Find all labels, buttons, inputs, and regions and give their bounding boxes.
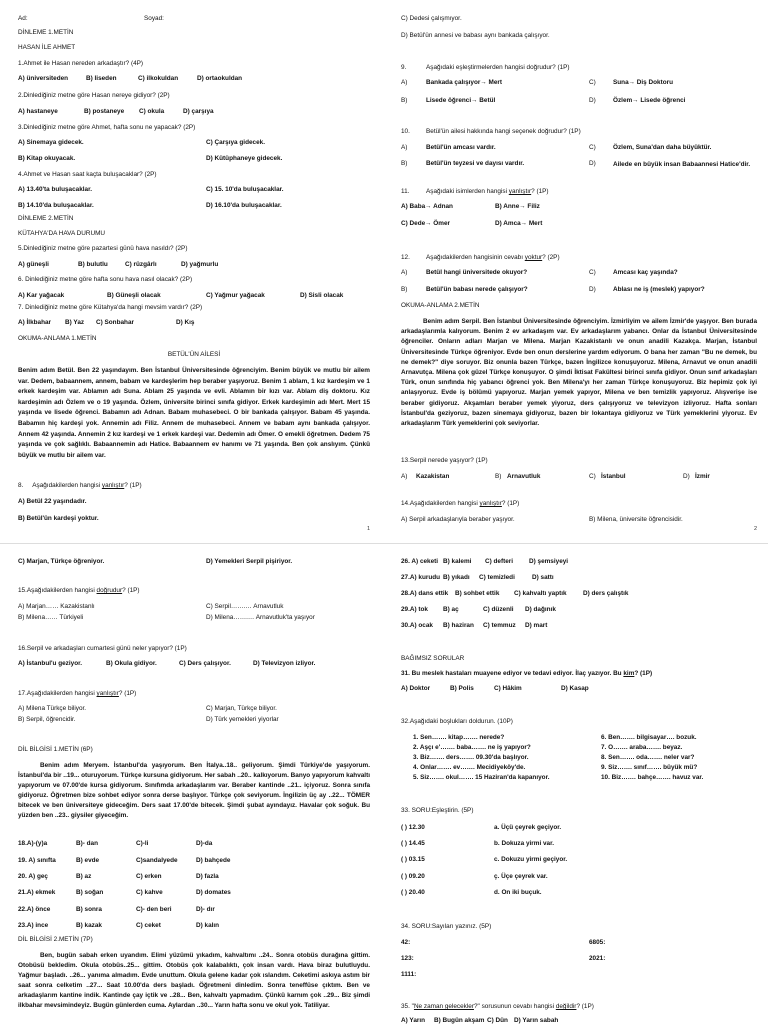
question-points: ? (1P) bbox=[124, 482, 142, 489]
option[interactable]: Özlem→ Lisede öğrenci bbox=[613, 97, 686, 104]
page-1 bbox=[18, 12, 370, 537]
option[interactable]: A) İstanbul'u geziyor. bbox=[18, 660, 83, 667]
option-key: C) bbox=[589, 269, 596, 276]
option[interactable]: C) erken bbox=[136, 873, 162, 880]
option[interactable]: Ablası ne iş (meslek) yapıyor? bbox=[613, 286, 705, 293]
match-answer: b. Dokuza yirmi var. bbox=[494, 840, 555, 847]
option[interactable]: B) Polis bbox=[450, 685, 474, 692]
option[interactable]: 22.A) önce bbox=[18, 906, 51, 913]
blank-item: 8. Sen……. oda……. neler var? bbox=[601, 754, 695, 761]
option[interactable]: D) kalın bbox=[196, 922, 220, 929]
surname-label: Soyad: bbox=[144, 15, 164, 22]
option[interactable]: Bankada çalışıyor→ Mert bbox=[426, 79, 503, 86]
match-answer: d. On iki buçuk. bbox=[494, 889, 542, 896]
option[interactable]: B)- dan bbox=[76, 840, 99, 847]
option[interactable]: B) kalemi bbox=[443, 558, 472, 565]
option[interactable]: D) 16.10'da buluşacaklar. bbox=[206, 202, 282, 209]
option[interactable]: D) Amca→ Mert bbox=[495, 220, 543, 227]
question-31 bbox=[401, 670, 652, 678]
option[interactable]: C)sandalyede bbox=[136, 857, 178, 864]
option-key: A) bbox=[401, 144, 408, 151]
option[interactable]: Kazakistan bbox=[416, 473, 450, 480]
blank-item: 1. Sen……. kitap……. nerede? bbox=[413, 734, 505, 741]
match-item[interactable]: ( ) 14.45 bbox=[401, 840, 425, 847]
option[interactable]: D) Kütüphaneye gidecek. bbox=[206, 155, 283, 162]
option[interactable]: A) Yarın bbox=[401, 1017, 426, 1024]
option[interactable]: B) yıkadı bbox=[443, 574, 470, 581]
question-number: 12. bbox=[401, 254, 410, 261]
option[interactable]: A) Baba→ Adnan bbox=[401, 203, 453, 210]
option[interactable]: B) postaneye bbox=[84, 108, 125, 115]
option[interactable]: 23.A) ince bbox=[18, 922, 49, 929]
option[interactable]: A) Kar yağacak bbox=[18, 292, 65, 299]
option[interactable]: D) Sisli olacak bbox=[300, 292, 344, 299]
question-text: 35. " bbox=[401, 1003, 414, 1010]
option-key: B) bbox=[401, 160, 408, 167]
number-item: 6805: bbox=[589, 939, 606, 946]
question-text: Aşağıdaki isimlerden hangisi bbox=[426, 188, 509, 195]
question-32: 32.Aşağıdaki boşlukları doldurun. (10P) bbox=[401, 718, 513, 725]
option[interactable]: C) Çarşıya gidecek. bbox=[206, 139, 265, 146]
question-keyword: yanlıştır bbox=[479, 500, 502, 507]
match-item[interactable]: ( ) 09.20 bbox=[401, 873, 425, 880]
option[interactable]: Betül hangi üniversitede okuyor? bbox=[426, 269, 528, 276]
option-key: A) bbox=[401, 473, 408, 480]
option-key: A) bbox=[401, 269, 408, 276]
option[interactable]: B) Bugün akşam bbox=[434, 1017, 485, 1024]
option[interactable]: D) Yemekleri Serpil pişiriyor. bbox=[206, 558, 293, 565]
name-label: Ad: bbox=[18, 15, 28, 22]
option[interactable]: A) güneşli bbox=[18, 261, 49, 268]
question-number: 9. bbox=[401, 64, 407, 71]
match-answer: ç. Üçe çeyrek var. bbox=[494, 873, 548, 880]
question-number: 11. bbox=[401, 188, 410, 195]
section-title: OKUMA-ANLAMA 2.METİN bbox=[401, 302, 480, 309]
question-4: 4.Ahmet ve Hasan saat kaçta buluşacaklar? (2P) bbox=[18, 171, 157, 178]
option-key: C) bbox=[589, 144, 596, 151]
option[interactable]: D) Türk yemekleri yiyorlar bbox=[206, 716, 279, 723]
option[interactable]: 28.A) dans ettik bbox=[401, 590, 449, 597]
option-key: C) bbox=[589, 79, 596, 86]
question-16: 16.Serpil ve arkadaşları cumartesi günü neler yapıyor? (1P) bbox=[18, 645, 187, 652]
option[interactable]: C) kahve bbox=[136, 889, 163, 896]
question-text: 17.Aşağıdakilerden hangisi bbox=[18, 690, 97, 697]
page-2 bbox=[401, 12, 757, 537]
option[interactable]: Lisede öğrenci→ Betül bbox=[426, 97, 496, 104]
option[interactable]: C)- den beri bbox=[136, 906, 172, 913]
section-title: DİL BİLGİSİ 2.METİN (7P) bbox=[18, 936, 93, 943]
option[interactable]: D) ders çalıştık bbox=[583, 590, 629, 597]
option[interactable]: B) kazak bbox=[76, 922, 102, 929]
question-34: 34. SORU:Sayıları yazınız. (5P) bbox=[401, 923, 492, 930]
option[interactable]: D) yağmurlu bbox=[181, 261, 219, 268]
question-33: 33. SORU:Eşleştirin. (5P) bbox=[401, 807, 474, 814]
question-1: 1.Ahmet ile Hasan nereden arkadaştır? (4P) bbox=[18, 60, 144, 67]
option[interactable]: B) soğan bbox=[76, 889, 104, 896]
page-number: 2 bbox=[753, 526, 757, 532]
option[interactable]: B) liseden bbox=[86, 75, 117, 82]
option[interactable]: B) Anne→ Filiz bbox=[495, 203, 540, 210]
option[interactable]: C) Ders çalışıyor. bbox=[179, 660, 231, 667]
page-number: 1 bbox=[366, 526, 370, 532]
option[interactable]: C) Yağmur yağacak bbox=[206, 292, 265, 299]
option[interactable]: 20. A) geç bbox=[18, 873, 48, 880]
grammar-paragraph: Benim adım Meryem. İstanbul'da yaşıyorum. Ben İtalya..18.. geliyorum. Şimdi Türkiye'de yaşıyorum. İstanbul'da bir ..19... oturuyorum. Türkçe kursuna gidiyorum. Her sabah ..20.. kalkıyorum. Banyo yapıyorum kahvaltı yapıyorum ve 07.00'de kursa gidiyorum. Sınıfımda arkadaşlarım var. Beraber kantinde ..21.. içiyoruz. Sonra sınıfa gidiyoruz. Öğretmen bize sohbet ediyor sonra derse başlıyor. Türkçe çok seviyorum. İngilizin üç ay ..22... TÖMER bitecek ve ben üniversiteye gideceğim. Ders saat 17.00'de bitecek. Şimdi şubat ayındayız. Havalar çok soğuk. Bu yüzden ben ..23.. giysiler giyeceğim. bbox=[18, 762, 370, 819]
option[interactable]: D) sattı bbox=[532, 574, 554, 581]
option[interactable]: D) domates bbox=[196, 889, 231, 896]
option[interactable]: D) Betül'ün annesi ve babası aynı bankada çalışıyor. bbox=[401, 32, 550, 39]
option[interactable]: A) Sinemaya gidecek. bbox=[18, 139, 84, 146]
question-text: Aşağıdakilerden hangisi bbox=[32, 482, 102, 489]
option-key: C) bbox=[589, 473, 596, 480]
question-text: 15.Aşağıdakilerden hangisi bbox=[18, 587, 97, 594]
story-paragraph: Benim adım Betül. Ben 22 yaşındayım. Ben İstanbul Üniversitesinde öğrenciyim. Benim büyük ve mutlu bir ailem var. Dedem, babaannem, annem, babam ve kardeşlerim hep beraber yaşıyoruz. Benim 1 ablam, 1 kız kardeşim ve 1 erkek kardeşim var. Ablamın adı Suna. Ablam 25 yaşında ve evli. Ablamın bir kızı var. Ablam diş doktoru. Kız kardeşimin adı Özlem ve o 19 yaşında. Özlem, üniversite birinci sınıfa gidiyor. Erkek kardeşimin adı Mert. Mert 15 yaşında ve lisede öğrenci. Babamın adı Adnan. Babam muhasebeci. O bir bankada çalışıyor. Babam 45 yaşında. Babamın hiç kardeşi yok. Annemin adı Filiz. Annem de muhasebeci. Annem ve babam aynı bankada çalışıyor. Annem 42 yaşında. Annemin 2 kız kardeşi ve 1 erkek kardeşi var. Dedemin adı Ömer. O emekli öğretmen. Dedem 75 yaşında ve çok sağlıklı. Babaannemin adı Hatice. Babaannem ev hanımı ve 71 yaşında. Ben çok anslıyım. Çünkü büyük ve mutlu bir ailem var. bbox=[18, 367, 370, 459]
question-text: Aşağıdakilerden hangisinin cevabı bbox=[426, 254, 525, 261]
blank-item: 9. Siz……. sınıf……. büyük mü? bbox=[601, 764, 698, 771]
option[interactable]: C) ceket bbox=[136, 922, 161, 929]
option[interactable]: C) ilkokuldan bbox=[138, 75, 179, 82]
question-keyword: yanlıştır bbox=[96, 690, 119, 697]
option-key: D) bbox=[589, 160, 596, 167]
option[interactable]: B) aç bbox=[443, 606, 459, 613]
option[interactable]: 29.A) tok bbox=[401, 606, 428, 613]
option[interactable]: Arnavutluk bbox=[507, 473, 541, 480]
option[interactable]: 19. A) sınıfta bbox=[18, 857, 56, 864]
question-keyword: yoktur bbox=[524, 254, 543, 261]
question-2: 2.Dinlediğiniz metne göre Hasan nereye gidiyor? (2P) bbox=[18, 92, 170, 99]
grammar-paragraph: Ben, bugün sabah erken uyandım. Elimi yüzümü yıkadım, kahvaltımı ..24.. Sonra otobüs durağına gittim. Otobüsü bekledim. Okula otobüs..25... gittim. Otobüs çok kalabalıktı, çok insan vardı. Hava biraz bulutluydu. Yağmur başladı. ..26... yanıma almadım. Evde unuttum. Okula gelene kadar çok ıslandım. Ceketimi askıya astım bir saat sonra celketim ..27... Saat 10.00'da ders başladı. Öğretmeni dinledim. Sonra teneffüse çıktım. Ben ve arkadaşlarım kantine indik. Kantinde çay içtik ve ..28... Ben, kahvaltı yapmadım. Çünkü karnım çok ..29... Biz şimdi ilkbahar mevsimindeyiz. Bugün günlerden cuma. Aylardan ..30... Yarın hafta sonu ve okul yok. Tatiliyar. bbox=[18, 952, 370, 1009]
option[interactable]: D) Milena…….… Arnavutluk'ta yaşıyor bbox=[206, 614, 315, 621]
option[interactable]: D)-da bbox=[196, 840, 213, 847]
option[interactable]: B) Serpil, öğrencidir. bbox=[18, 716, 76, 723]
question-points: ? (1P) bbox=[576, 1003, 594, 1010]
option[interactable]: C) Sonbahar bbox=[96, 319, 134, 326]
match-item[interactable]: ( ) 12.30 bbox=[401, 824, 425, 831]
option[interactable]: B) sonra bbox=[76, 906, 102, 913]
option[interactable]: C) kahvaltı yaptık bbox=[514, 590, 567, 597]
option[interactable]: C) temizledi bbox=[479, 574, 515, 581]
option[interactable]: 26. A) ceketi bbox=[401, 558, 439, 565]
option[interactable]: C) Marjan, Türkçe öğreniyor. bbox=[18, 558, 105, 565]
option[interactable]: C) Dedesi çalışmıyor. bbox=[401, 15, 462, 22]
question-number: 10. bbox=[401, 128, 410, 135]
option[interactable]: D) bahçede bbox=[196, 857, 231, 864]
option[interactable]: 21.A) ekmek bbox=[18, 889, 56, 896]
question-3: 3.Dinlediğiniz metne göre Ahmet, hafta sonu ne yapacak? (2P) bbox=[18, 124, 196, 131]
option[interactable]: A) Betül 22 yaşındadır. bbox=[18, 498, 87, 505]
blank-item: 2. Aşçı e'……. baba……. ne iş yapıyor? bbox=[413, 744, 531, 751]
option-key: B) bbox=[495, 473, 502, 480]
question-keyword: yanlıştır bbox=[101, 482, 125, 489]
option[interactable]: A) Milena Türkçe biliyor. bbox=[18, 705, 87, 712]
option[interactable]: C) 15. 10'da buluşacaklar. bbox=[206, 186, 284, 193]
option-key: D) bbox=[589, 286, 596, 293]
option[interactable]: Amcası kaç yaşında? bbox=[613, 269, 678, 276]
question-15 bbox=[18, 587, 140, 595]
match-answer: c. Dokuzu yirmi geçiyor. bbox=[494, 856, 568, 863]
question-keyword: değildir bbox=[555, 1003, 577, 1010]
question-17 bbox=[18, 690, 136, 698]
option[interactable]: Özlem, Suna'dan daha büyüktür. bbox=[613, 144, 712, 151]
option[interactable]: C) temmuz bbox=[483, 622, 516, 629]
option[interactable]: B) Betül'ün kardeşi yoktur. bbox=[18, 515, 99, 522]
number-item: 42: bbox=[401, 939, 411, 946]
question-35 bbox=[401, 1003, 594, 1011]
option[interactable]: B) Okula gidiyor. bbox=[106, 660, 157, 667]
option[interactable]: 27.A) kurudu bbox=[401, 574, 441, 581]
section-title: DİNLEME 1.METİN bbox=[18, 29, 74, 36]
option[interactable]: İzmir bbox=[695, 473, 710, 480]
match-item[interactable]: ( ) 03.15 bbox=[401, 856, 425, 863]
option[interactable]: C) Marjan, Türkçe biliyor. bbox=[206, 705, 277, 712]
option[interactable]: C) Hâkim bbox=[494, 685, 522, 692]
option[interactable]: Suna→ Diş Doktoru bbox=[613, 79, 674, 86]
option[interactable]: D) mart bbox=[525, 622, 548, 629]
option[interactable]: C)-li bbox=[136, 840, 149, 847]
section-title: DİNLEME 2.METİN bbox=[18, 215, 74, 222]
question-points: ? (1P) bbox=[501, 500, 520, 507]
page-divider bbox=[0, 543, 768, 544]
question-points: ? (1P) bbox=[122, 587, 140, 594]
number-item: 2021: bbox=[589, 955, 606, 962]
option[interactable]: C) rüzgârlı bbox=[125, 261, 157, 268]
option[interactable]: Betül'ün teyzesi ve dayısı vardır. bbox=[426, 160, 525, 167]
blank-item: 4. Onlar……. ev……. Mecidiyeköy'de. bbox=[413, 764, 526, 771]
option[interactable]: B) Yaz bbox=[65, 319, 85, 326]
option[interactable]: B) az bbox=[76, 873, 92, 880]
question-number: 8. bbox=[18, 482, 24, 489]
section-title: DİL BİLGİSİ 1.METİN (6P) bbox=[18, 746, 93, 753]
question-10: Betül'ün ailesi hakkında hangi seçenek doğrudur? (1P) bbox=[426, 128, 581, 135]
option[interactable]: D) Kış bbox=[176, 319, 195, 326]
option[interactable]: D) Yarın sabah bbox=[514, 1017, 559, 1024]
question-text: 14.Aşağıdakilerden hangisi bbox=[401, 500, 480, 507]
section-title: BAĞIMSIZ SORULAR bbox=[401, 655, 465, 662]
option[interactable]: C) düzenli bbox=[483, 606, 514, 613]
option-key: A) bbox=[401, 79, 408, 86]
number-item: 123: bbox=[401, 955, 414, 962]
blank-item: 10. Biz……. bahçe……. havuz var. bbox=[601, 774, 704, 781]
option[interactable]: B) bulutlu bbox=[78, 261, 108, 268]
question-7: 7. Dinlediğiniz metne göre Kütahya'da hangi mevsim vardır? (2P) bbox=[18, 304, 203, 311]
option[interactable]: D) şemsiyeyi bbox=[529, 558, 569, 565]
question-13: 13.Serpil nerede yaşıyor? (1P) bbox=[401, 457, 488, 464]
blank-item: 6. Ben……. bilgisayar…. bozuk. bbox=[601, 734, 697, 741]
option[interactable]: D) Kasap bbox=[561, 685, 589, 692]
option[interactable]: D) Televizyon izliyor. bbox=[253, 660, 316, 667]
option[interactable]: D) çarşıya bbox=[183, 108, 214, 115]
option[interactable]: D)- dır bbox=[196, 906, 215, 913]
option[interactable]: B) haziran bbox=[443, 622, 474, 629]
option[interactable]: İstanbul bbox=[601, 473, 626, 480]
blank-item: 3. Biz……. ders……. 09.30'da başlıyor. bbox=[413, 754, 529, 761]
option-key: B) bbox=[401, 286, 408, 293]
option[interactable]: C) Serpil…….… Arnavutluk bbox=[206, 603, 284, 610]
question-keyword: kim bbox=[623, 670, 635, 677]
blank-item: 7. O……. araba……. beyaz. bbox=[601, 744, 683, 751]
question-keyword: yanlıştır bbox=[508, 188, 532, 195]
option[interactable]: B) Güneşli olacak bbox=[107, 292, 161, 299]
option[interactable]: 18.A)-(y)a bbox=[18, 840, 48, 847]
question-12 bbox=[426, 254, 560, 262]
question-14 bbox=[401, 500, 519, 508]
question-points: ? (1P) bbox=[118, 690, 137, 697]
question-points: ? (1P) bbox=[531, 188, 549, 195]
number-item: 1111: bbox=[401, 971, 417, 978]
question-text: 31. Bu meslek hastaları muayene ediyor ve tedavi ediyor. İlaç yazıyor. Bu bbox=[401, 670, 624, 677]
question-keyword: Ne zaman gelecekler bbox=[413, 1003, 474, 1010]
option[interactable]: B) Milena…… Türkiyeli bbox=[18, 614, 84, 621]
section-subtitle: KÜTAHYA'DA HAVA DURUMU bbox=[18, 230, 106, 237]
option[interactable]: D) dağınık bbox=[525, 606, 556, 613]
option[interactable]: D) ortaokuldan bbox=[197, 75, 243, 82]
question-points: ? (1P) bbox=[634, 670, 653, 677]
option[interactable]: A) hastaneye bbox=[18, 108, 58, 115]
story-paragraph: Benim adım Serpil. Ben İstanbul Üniversitesinde öğrenciyim. İzmirliyim ve ailem İzmir'de yaşıyor. Ben burada arkadaşlarımla kalıyorum. Benim 2 ev arkadaşım var. Ev arkadaşlarım yabancı. Onlar da İstanbul Üniversitesinde öğrenciler. Onların adları Marjan ve Milena. Marjan Kazakistanlı ve onun anadili Kazakça. Marjan, İstanbul Üniversitesinde Türkçe öğreniyor. Evde ben onun derslerine yardım ediyorum. O bana her zaman "Bu ne demek, bu ne demek?" diye soruyor. Biz onunla bazen Türkçe, bazen İngilizce konuşuyoruz. Milena, Arnavut ve onun anadili Arnavutça. Milena çok güzel Türkçe konuşuyor. O şimdi İktisat Fakültesi birinci sınıfa gidiyor. Onun sınıf arkadaşları Türk, onun sınıfında hiç yabancı öğrenci yok. Ben Milena'yı her zaman Türkçe konuşuyoruz. Biz hepimiz çok iyi anlaşıyoruz. Evde iş bölümü yapıyoruz. Marjan yemek yapıyor, Milena ve ben temizlik yapıyoruz. Alışverişe ise beraber gidiyoruz. Akşamları beraber yemek yiyoruz, ders çalışıyoruz ve televizyon izliyoruz. Hafta sonları İstanbul'da geziyoruz, bazen sinemaya gidiyoruz, bazen bir lokantaya gidiyoruz ve Türk yemeklerini yiyoruz. Ev arkadaşlarım Türk yemeklerini çok seviyorlar. bbox=[401, 318, 757, 428]
story-title: BETÜL'ÜN AİLESİ bbox=[167, 351, 221, 358]
option[interactable]: A) Serpil arkadaşlarıyla beraber yaşıyor. bbox=[401, 516, 515, 523]
question-8 bbox=[18, 482, 142, 490]
option[interactable]: Betül'ün amcası vardır. bbox=[426, 144, 496, 151]
question-5: 5.Dinlediğiniz metne göre pazartesi günü hava nasıldı? (2P) bbox=[18, 245, 188, 252]
option[interactable]: 30.A) ocak bbox=[401, 622, 433, 629]
option[interactable]: B) Kitap okuyacak. bbox=[18, 155, 76, 162]
question-9: Aşağıdaki eşleştirmelerden hangisi doğrudur? (1P) bbox=[426, 64, 570, 71]
option[interactable]: A) İlkbahar bbox=[18, 319, 52, 326]
option[interactable]: B) Milena, üniversite öğrencisidir. bbox=[589, 516, 683, 523]
option[interactable]: B) evde bbox=[76, 857, 100, 864]
option[interactable]: Betül'ün babası nerede çalışıyor? bbox=[426, 286, 528, 293]
option[interactable]: A) 13.40'ta buluşacaklar. bbox=[18, 186, 92, 193]
option[interactable]: A) Marjan…… Kazakistanlı bbox=[18, 603, 95, 610]
question-11 bbox=[426, 188, 549, 196]
section-subtitle: HASAN İLE AHMET bbox=[18, 44, 76, 51]
match-item[interactable]: ( ) 20.40 bbox=[401, 889, 425, 896]
option[interactable]: C) Dün bbox=[487, 1017, 508, 1024]
question-6: 6. Dinlediğiniz metne göre hafta sonu hava nasıl olacak? (2P) bbox=[18, 276, 193, 283]
option[interactable]: Ailede en büyük insan Babaannesi Hatice'dir. bbox=[613, 161, 751, 168]
section-title: OKUMA-ANLAMA 1.METİN bbox=[18, 335, 97, 342]
option[interactable]: D) fazla bbox=[196, 873, 219, 880]
match-answer: a. Üçü çeyrek geçiyor. bbox=[494, 824, 562, 831]
question-keyword: doğrudur bbox=[96, 587, 123, 594]
option[interactable]: A) üniversiteden bbox=[18, 75, 69, 82]
question-points: ? (2P) bbox=[542, 254, 560, 261]
option[interactable]: B) 14.10'da buluşacaklar. bbox=[18, 202, 94, 209]
option[interactable]: C) okula bbox=[139, 108, 165, 115]
option-key: D) bbox=[589, 97, 596, 104]
question-text: ?" sorusunun cevabı hangisi bbox=[473, 1003, 556, 1010]
option-key: B) bbox=[401, 97, 408, 104]
option-key: D) bbox=[683, 473, 690, 480]
option[interactable]: A) Doktor bbox=[401, 685, 431, 692]
option[interactable]: C) Dede→ Ömer bbox=[401, 220, 451, 227]
blank-item: 5. Siz……. okul……. 15 Haziran'da kapanıyor. bbox=[413, 774, 550, 781]
option[interactable]: B) sohbet ettik bbox=[455, 590, 500, 597]
page-4 bbox=[401, 555, 757, 1024]
option[interactable]: C) defteri bbox=[485, 558, 514, 565]
page-3 bbox=[18, 555, 370, 1024]
